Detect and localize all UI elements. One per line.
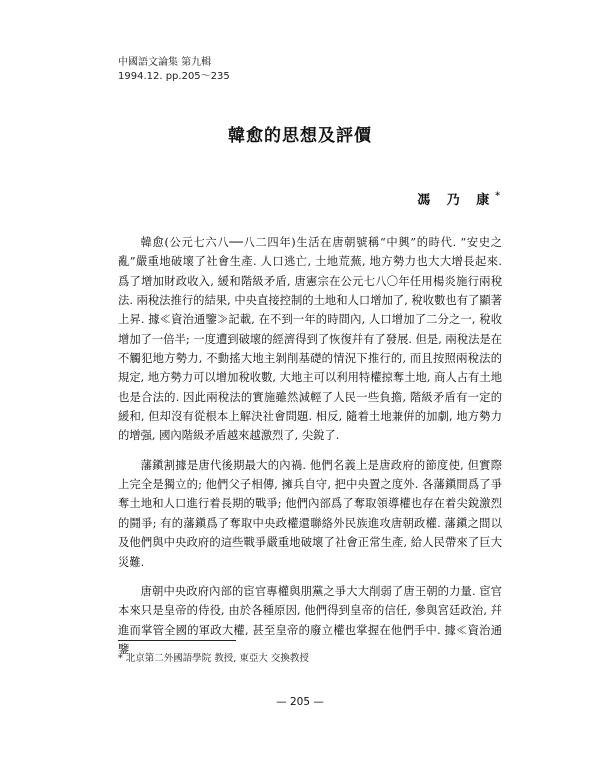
author-name: 馮 乃 康: [417, 193, 496, 208]
journal-issue: 1994.12. pp.205～235: [118, 71, 230, 82]
journal-header: [118, 56, 230, 84]
article-body: [118, 233, 502, 669]
footnote-divider: [118, 640, 236, 641]
article-title: 韓愈的思想及評價: [228, 126, 372, 146]
author-footnote: * 北京第二外國語學院 教授, 東亞大 交換教授: [118, 653, 309, 664]
author-footnote-mark: *: [495, 191, 500, 202]
paragraph-2: 藩鎭割據是唐代後期最大的內禍. 他們名義上是唐政府的節度使, 但實際上完全是獨立的; 他們父子相傳, 擁兵自守, 把中央置之度外. 各藩鎭間爲了爭奪土地和人口進行着長期的戰爭; 他們內部爲了奪取領導權也存在着尖銳激烈的鬪爭; 有的藩鎭爲了奪取中央政權還聯絡外民族進攻唐朝政權. 藩鎭之間以及他們與中央政府的這些戰爭嚴重地破壞了社會正常生產, 給人民帶來了巨大災難.: [118, 458, 502, 569]
journal-name: 中國語文論集 第九輯: [118, 57, 212, 68]
paragraph-1: 韓愈(公元七六八──八二四年)生活在唐朝號稱“中興”的時代. “安史之亂”嚴重地破壞了社會生產. 人口逃亡, 土地荒蕪, 地方勢力也大大增長起來. 爲了增加財政收入, 緩和階級矛盾, 唐憲宗在公元七八〇年任用楊炎施行兩稅法. 兩稅法推行的結果, 中央直接控制的土地和人口增加了, 稅收數也有了顯著上昇. 據≪資治通鑒≫記載, 在不到一年的時間內, 人口增加了二分之一, 稅收增加了一倍半; 一度遭到破壞的經濟得到了恢復幷有了發展. 但是, 兩稅法是在不觸犯地方勢力, 不動搖大地主剝削基礎的情況下推行的, 而且按照兩稅法的規定, 地方勢力可以增加稅收數, 大地主可以利用特權掠奪土地, 商人占有土地也是合法的. 因此兩稅法的實施雖然減輕了人民一些負擔, 階級矛盾有一定的緩和, 但却沒有從根本上解決社會問題. 相反, 隨着土地兼倂的加劇, 地方勢力的增强, 國內階級矛盾越來越激烈了, 尖銳了.: [118, 236, 502, 443]
author-line: [417, 189, 500, 208]
page-number: — 205 —: [276, 696, 324, 708]
paragraph-3: 唐朝中央政府內部的宦官專權與朋黨之爭大大削弱了唐王朝的力量. 宦官本來只是皇帝的侍役, 由於各種原因, 他們得到皇帝的信任, 參與宮廷政治, 幷進而掌管全國的軍政大權, 甚至皇帝的廢立權也掌握在他們手中. 據≪資治通鑒: [118, 584, 502, 656]
